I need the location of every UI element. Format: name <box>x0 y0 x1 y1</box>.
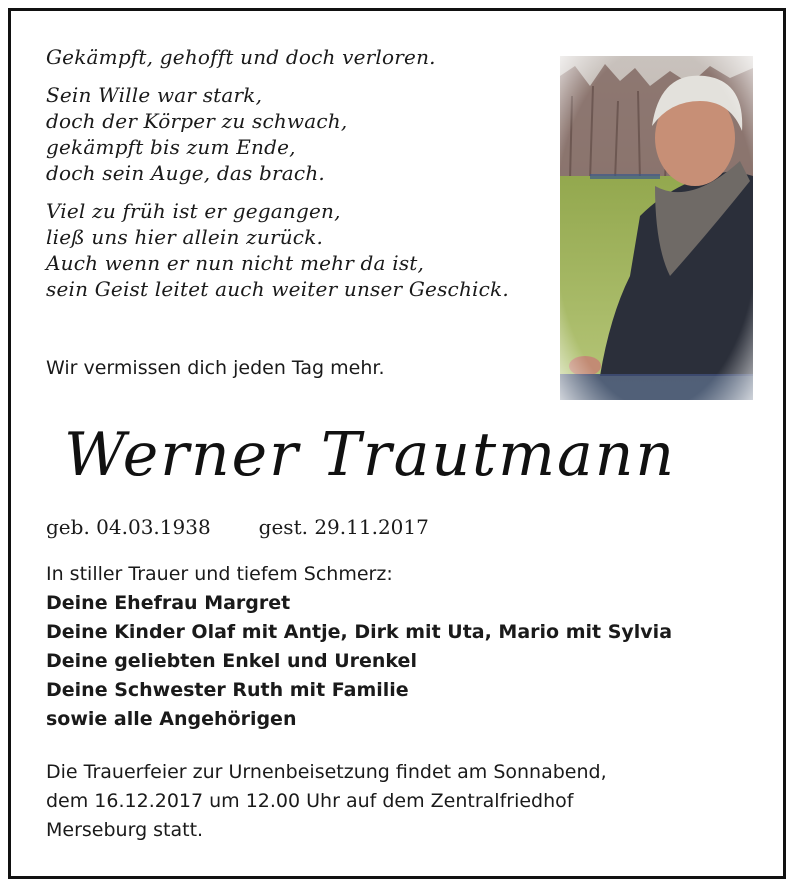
mourner-line: Deine Schwester Ruth mit Familie <box>46 679 409 701</box>
deceased-name: Werner Trautmann <box>64 420 677 490</box>
mourner-line: Deine Ehefrau Margret <box>46 592 291 614</box>
mourners-intro: In stiller Trauer und tiefem Schmerz: <box>46 563 393 585</box>
poem-line: Viel zu früh ist er gegangen, <box>46 199 341 223</box>
poem <box>46 44 566 314</box>
mourner-line: sowie alle Angehörigen <box>46 708 297 730</box>
poem-stanza-1 <box>46 44 566 70</box>
service-line: Merseburg statt. <box>46 819 204 841</box>
service-info <box>46 758 607 845</box>
service-line: Die Trauerfeier zur Urnenbeisetzung findet am Sonnabend, <box>46 761 607 783</box>
poem-line: sein Geist leitet auch weiter unser Geschick. <box>46 277 509 301</box>
poem-stanza-3 <box>46 198 566 302</box>
poem-line: doch sein Auge, das brach. <box>46 161 325 185</box>
poem-line: ließ uns hier allein zurück. <box>46 225 324 249</box>
life-dates <box>46 515 429 539</box>
service-line: dem 16.12.2017 um 12.00 Uhr auf dem Zentralfriedhof <box>46 790 574 812</box>
portrait-photo <box>560 56 753 400</box>
death-date: gest. 29.11.2017 <box>258 515 429 539</box>
poem-stanza-2 <box>46 82 566 186</box>
mourner-line: Deine geliebten Enkel und Urenkel <box>46 650 417 672</box>
poem-line: doch der Körper zu schwach, <box>46 109 348 133</box>
mourners-list <box>46 560 672 734</box>
poem-line: gekämpft bis zum Ende, <box>46 135 296 159</box>
poem-line: Auch wenn er nun nicht mehr da ist, <box>46 251 425 275</box>
poem-line: Gekämpft, gehofft und doch verloren. <box>46 45 436 69</box>
poem-line: Sein Wille war stark, <box>46 83 263 107</box>
birth-date: geb. 04.03.1938 <box>46 515 211 539</box>
mourner-line: Deine Kinder Olaf mit Antje, Dirk mit Uta, Mario mit Sylvia <box>46 621 673 643</box>
closing-line: Wir vermissen dich jeden Tag mehr. <box>46 357 385 379</box>
